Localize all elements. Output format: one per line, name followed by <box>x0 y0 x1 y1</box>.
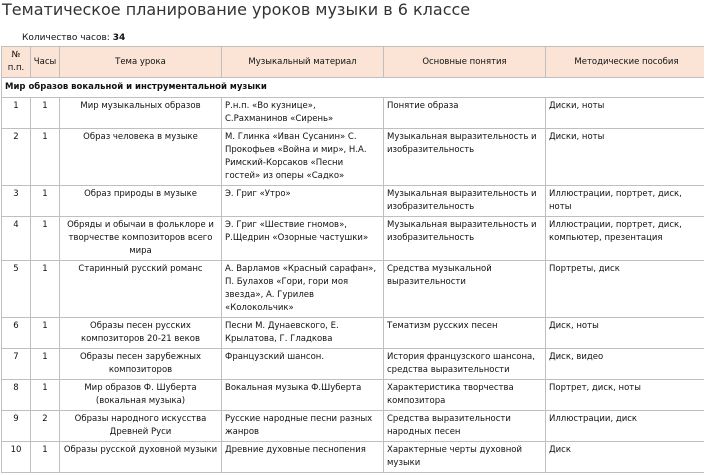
cell-aids: Диск, ноты <box>546 318 704 349</box>
cell-hours: 1 <box>31 98 60 129</box>
cell-topic: Мир музыкальных образов <box>60 98 222 129</box>
table-row <box>2 442 704 473</box>
cell-hours: 1 <box>31 349 60 380</box>
cell-aids: Диск, видео <box>546 349 704 380</box>
cell-concepts: Средства выразительности народных песен <box>384 411 546 442</box>
cell-number: 3 <box>2 186 31 217</box>
header-number: № п.п. <box>2 47 31 78</box>
cell-aids: Иллюстрации, диск <box>546 411 704 442</box>
cell-material: Э. Григ «Утро» <box>222 186 384 217</box>
cell-aids: Иллюстрации, портрет, диск, компьютер, презентация <box>546 217 704 261</box>
cell-number: 10 <box>2 442 31 473</box>
cell-number: 5 <box>2 261 31 318</box>
cell-material: Древние духовные песнопения <box>222 442 384 473</box>
section-row <box>2 78 704 98</box>
table-row <box>2 380 704 411</box>
cell-aids: Диск <box>546 442 704 473</box>
header-hours: Часы <box>31 47 60 78</box>
cell-topic: Образы песен русских композиторов 20-21 веков <box>60 318 222 349</box>
cell-topic: Образ человека в музыке <box>60 129 222 186</box>
cell-concepts: Характеристика творчества композитора <box>384 380 546 411</box>
cell-hours: 1 <box>31 261 60 318</box>
cell-hours: 1 <box>31 380 60 411</box>
cell-material: Песни М. Дунаевского, Е. Крылатова, Г. Гладкова <box>222 318 384 349</box>
cell-concepts: История французского шансона, средства выразительности <box>384 349 546 380</box>
cell-aids: Иллюстрации, портрет, диск, ноты <box>546 186 704 217</box>
cell-concepts: Музыкальная выразительность и изобразительность <box>384 186 546 217</box>
table-row <box>2 261 704 318</box>
cell-hours: 1 <box>31 442 60 473</box>
cell-hours: 1 <box>31 129 60 186</box>
cell-material: М. Глинка «Иван Сусанин» С. Прокофьев «Война и мир», Н.А. Римский-Корсаков «Песни гостей» из оперы «Садко» <box>222 129 384 186</box>
cell-aids: Диски, ноты <box>546 98 704 129</box>
cell-number: 8 <box>2 380 31 411</box>
cell-topic: Образы народного искусства Древней Руси <box>60 411 222 442</box>
cell-material: А. Варламов «Красный сарафан», П. Булахов «Гори, гори моя звезда», А. Гурилев «Колокольчик» <box>222 261 384 318</box>
cell-number: 4 <box>2 217 31 261</box>
cell-number: 7 <box>2 349 31 380</box>
table-row <box>2 129 704 186</box>
cell-material: Р.н.п. «Во кузнице», С.Рахманинов «Сирень» <box>222 98 384 129</box>
cell-topic: Мир образов Ф. Шуберта (вокальная музыка) <box>60 380 222 411</box>
cell-concepts: Музыкальная выразительность и изобразительность <box>384 129 546 186</box>
header-material: Музыкальный материал <box>222 47 384 78</box>
cell-number: 9 <box>2 411 31 442</box>
cell-aids: Диски, ноты <box>546 129 704 186</box>
cell-aids: Портреты, диск <box>546 261 704 318</box>
cell-concepts: Понятие образа <box>384 98 546 129</box>
header-concepts: Основные понятия <box>384 47 546 78</box>
cell-concepts: Тематизм русских песен <box>384 318 546 349</box>
table-header-row <box>2 47 704 78</box>
cell-aids: Портрет, диск, ноты <box>546 380 704 411</box>
cell-hours: 1 <box>31 217 60 261</box>
table-row <box>2 186 704 217</box>
cell-topic: Образы песен зарубежных композиторов <box>60 349 222 380</box>
cell-hours: 1 <box>31 318 60 349</box>
cell-material: Русские народные песни разных жанров <box>222 411 384 442</box>
cell-material: Вокальная музыка Ф.Шуберта <box>222 380 384 411</box>
header-aids: Методические пособия <box>546 47 704 78</box>
table-row <box>2 98 704 129</box>
hours-label: Количество часов: <box>22 33 110 43</box>
lesson-plan-table <box>1 46 704 473</box>
hours-value: 34 <box>113 33 126 43</box>
cell-topic: Образы русской духовной музыки <box>60 442 222 473</box>
cell-number: 2 <box>2 129 31 186</box>
cell-material: Э. Григ «Шествие гномов», Р.Щедрин «Озорные частушки» <box>222 217 384 261</box>
section-title: Мир образов вокальной и инструментальной музыки <box>2 78 704 98</box>
cell-material: Французский шансон. <box>222 349 384 380</box>
cell-topic: Обряды и обычаи в фольклоре и творчестве композиторов всего мира <box>60 217 222 261</box>
cell-concepts: Характерные черты духовной музыки <box>384 442 546 473</box>
table-row <box>2 411 704 442</box>
cell-hours: 2 <box>31 411 60 442</box>
table-row <box>2 217 704 261</box>
table-row <box>2 318 704 349</box>
cell-concepts: Средства музыкальной выразительности <box>384 261 546 318</box>
cell-number: 1 <box>2 98 31 129</box>
cell-number: 6 <box>2 318 31 349</box>
header-topic: Тема урока <box>60 47 222 78</box>
hours-count <box>22 32 125 44</box>
page-title: Тематическое планирование уроков музыки в 6 классе <box>2 0 470 20</box>
cell-topic: Старинный русский романс <box>60 261 222 318</box>
cell-topic: Образ природы в музыке <box>60 186 222 217</box>
cell-hours: 1 <box>31 186 60 217</box>
table-row <box>2 349 704 380</box>
cell-concepts: Музыкальная выразительность и изобразительность <box>384 217 546 261</box>
